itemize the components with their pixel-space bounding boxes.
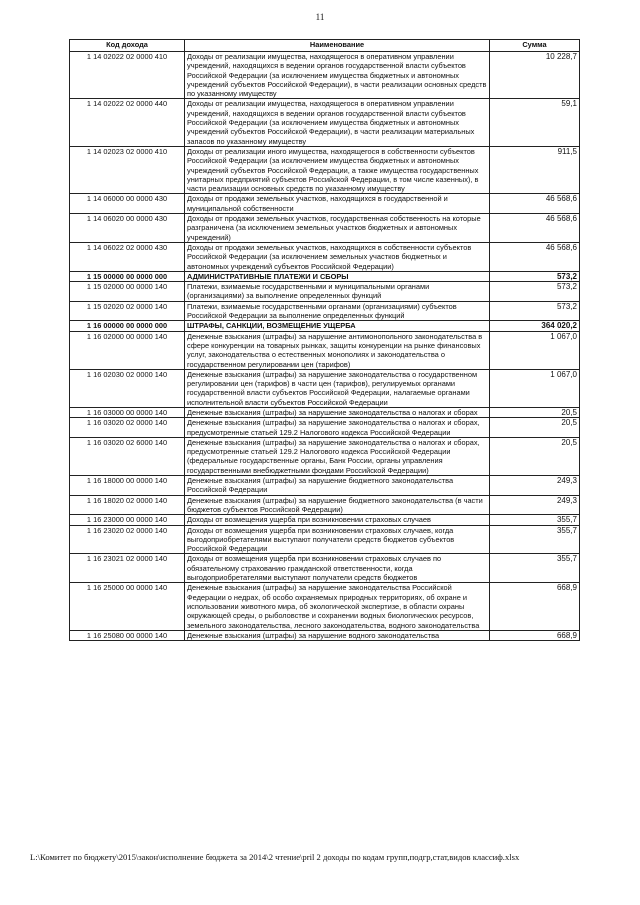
row-amount: 1 067,0 xyxy=(490,331,580,369)
row-code: 1 14 06020 00 0000 430 xyxy=(70,214,185,243)
row-name: Доходы от реализации имущества, находящегося в оперативном управлении учреждений, находящихся в ведении органов государственной власти субъектов Российской Федерации (за исключением имущества бюджетных и автономных учреждений субъектов Российской Федерации), в части реализации материальных запасов по указанному имуществу xyxy=(185,99,490,146)
row-amount: 249,3 xyxy=(490,495,580,515)
row-amount: 20,5 xyxy=(490,437,580,475)
row-amount: 249,3 xyxy=(490,476,580,496)
row-code: 1 14 02022 02 0000 440 xyxy=(70,99,185,146)
row-amount: 355,7 xyxy=(490,525,580,554)
table-row xyxy=(70,214,580,243)
row-amount: 911,5 xyxy=(490,146,580,193)
row-code: 1 16 03000 00 0000 140 xyxy=(70,407,185,417)
row-code: 1 16 02000 00 0000 140 xyxy=(70,331,185,369)
row-code: 1 16 02030 02 0000 140 xyxy=(70,369,185,407)
row-amount: 573,2 xyxy=(490,282,580,302)
row-name: Доходы от продажи земельных участков, государственная собственность на которые разграничена (за исключением земельных участков бюджетных и автономных учреждений) xyxy=(185,214,490,243)
table-row xyxy=(70,515,580,525)
table-row xyxy=(70,476,580,496)
file-path-footer: L:\Комитет по бюджету\2015\закон\исполнение бюджета за 2014\2 чтение\pril 2 доходы по кодам групп,подгр,стат,видов классиф.xlsx xyxy=(30,852,520,862)
table-row xyxy=(70,495,580,515)
header-name: Наименование xyxy=(185,40,490,52)
row-code: 1 14 06022 02 0000 430 xyxy=(70,242,185,271)
table-row xyxy=(70,554,580,583)
row-amount: 573,2 xyxy=(490,301,580,321)
row-amount: 20,5 xyxy=(490,407,580,417)
row-name: Денежные взыскания (штрафы) за нарушение антимонопольного законодательства в сфере конкуренции на товарных рынках, защиты конкуренции на рынке финансовых услуг, законодательства о естественных монополиях и законодательства о государственном регулировании цен (тарифов) xyxy=(185,331,490,369)
page-number: 11 xyxy=(315,12,325,22)
row-code: 1 16 03020 02 6000 140 xyxy=(70,437,185,475)
row-name: Денежные взыскания (штрафы) за нарушение водного законодательства xyxy=(185,630,490,640)
row-name: АДМИНИСТРАТИВНЫЕ ПЛАТЕЖИ И СБОРЫ xyxy=(185,271,490,281)
row-amount: 1 067,0 xyxy=(490,369,580,407)
row-amount: 46 568,6 xyxy=(490,242,580,271)
table-row xyxy=(70,146,580,193)
table-row xyxy=(70,99,580,146)
row-code: 1 14 02022 02 0000 410 xyxy=(70,52,185,99)
row-code: 1 16 23021 02 0000 140 xyxy=(70,554,185,583)
table-row xyxy=(70,52,580,99)
table-row xyxy=(70,242,580,271)
row-amount: 59,1 xyxy=(490,99,580,146)
table-row xyxy=(70,369,580,407)
row-name: ШТРАФЫ, САНКЦИИ, ВОЗМЕЩЕНИЕ УЩЕРБА xyxy=(185,321,490,331)
table-row xyxy=(70,321,580,331)
row-amount: 46 568,6 xyxy=(490,214,580,243)
table-row xyxy=(70,282,580,302)
row-name: Доходы от реализации имущества, находящегося в оперативном управлении учреждений, находящихся в ведении органов государственной власти субъектов Российской Федерации (за исключением имущества бюджетных и автономных учреждений субъектов Российской Федерации), в части реализации основных средств по указанному имуществу xyxy=(185,52,490,99)
row-amount: 355,7 xyxy=(490,515,580,525)
table-row xyxy=(70,194,580,214)
row-amount: 668,9 xyxy=(490,583,580,630)
row-code: 1 15 00000 00 0000 000 xyxy=(70,271,185,281)
row-code: 1 14 06000 00 0000 430 xyxy=(70,194,185,214)
row-amount: 364 020,2 xyxy=(490,321,580,331)
header-code: Код дохода xyxy=(70,40,185,52)
row-name: Доходы от возмещения ущерба при возникновении страховых случаев xyxy=(185,515,490,525)
row-name: Доходы от продажи земельных участков, находящихся в собственности субъектов Российской Федерации (за исключением земельных участков бюджетных и автономных учреждений субъектов Российской Федерации) xyxy=(185,242,490,271)
row-code: 1 16 03020 02 0000 140 xyxy=(70,418,185,438)
table-row xyxy=(70,331,580,369)
row-amount: 355,7 xyxy=(490,554,580,583)
table-body xyxy=(70,52,580,641)
row-code: 1 16 23020 02 0000 140 xyxy=(70,525,185,554)
row-name: Платежи, взимаемые государственными и муниципальными органами (организациями) за выполнение определенных функций xyxy=(185,282,490,302)
table-row xyxy=(70,583,580,630)
revenue-table xyxy=(69,39,580,641)
row-name: Денежные взыскания (штрафы) за нарушение бюджетного законодательства Российской Федерации xyxy=(185,476,490,496)
table-row xyxy=(70,525,580,554)
row-amount: 573,2 xyxy=(490,271,580,281)
row-name: Доходы от продажи земельных участков, находящихся в государственной и муниципальной собственности xyxy=(185,194,490,214)
row-code: 1 14 02023 02 0000 410 xyxy=(70,146,185,193)
row-code: 1 15 02020 02 0000 140 xyxy=(70,301,185,321)
row-amount: 46 568,6 xyxy=(490,194,580,214)
row-amount: 10 228,7 xyxy=(490,52,580,99)
row-name: Денежные взыскания (штрафы) за нарушение законодательства о налогах и сборах, предусмотренные статьей 129.2 Налогового кодекса Российской Федерации xyxy=(185,418,490,438)
row-code: 1 16 00000 00 0000 000 xyxy=(70,321,185,331)
row-name: Денежные взыскания (штрафы) за нарушение законодательства о налогах и сборах xyxy=(185,407,490,417)
row-code: 1 16 18000 00 0000 140 xyxy=(70,476,185,496)
row-code: 1 16 23000 00 0000 140 xyxy=(70,515,185,525)
table-row xyxy=(70,301,580,321)
row-code: 1 15 02000 00 0000 140 xyxy=(70,282,185,302)
row-name: Денежные взыскания (штрафы) за нарушение законодательства Российской Федерации о недрах, об особо охраняемых природных территориях, об охране и использовании животного мира, об экологической экспертизе, в области охраны окружающей среды, о рыболовстве и сохранении водных биологических ресурсов, земельного законодательства, лесного законодательства, водного законодательства xyxy=(185,583,490,630)
row-name: Доходы от реализации иного имущества, находящегося в собственности субъектов Российской Федерации (за исключением имущества бюджетных и автономных учреждений субъектов Российской Федерации, а также имущества государственных унитарных предприятий субъектов Российской Федерации, в том числе казенных), в части реализации основных средств по указанному имуществу xyxy=(185,146,490,193)
row-name: Денежные взыскания (штрафы) за нарушение бюджетного законодательства (в части бюджетов субъектов Российской Федерации) xyxy=(185,495,490,515)
row-code: 1 16 25000 00 0000 140 xyxy=(70,583,185,630)
row-code: 1 16 25080 00 0000 140 xyxy=(70,630,185,640)
row-amount: 20,5 xyxy=(490,418,580,438)
table-row xyxy=(70,407,580,417)
table-row xyxy=(70,630,580,640)
table-header-row xyxy=(70,40,580,52)
header-amount: Сумма xyxy=(490,40,580,52)
table-row xyxy=(70,418,580,438)
table-row xyxy=(70,437,580,475)
row-name: Доходы от возмещения ущерба при возникновении страховых случаев, когда выгодоприобретателями выступают получатели средств бюджетов субъектов Российской Федерации xyxy=(185,525,490,554)
row-code: 1 16 18020 02 0000 140 xyxy=(70,495,185,515)
row-name: Доходы от возмещения ущерба при возникновении страховых случаев по обязательному страхованию гражданской ответственности, когда выгодоприобретателями выступают получатели средств бюджетов xyxy=(185,554,490,583)
row-name: Денежные взыскания (штрафы) за нарушение законодательства о государственном регулировании цен (тарифов) в части цен (тарифов), регулируемых органами государственной власти субъектов Российской Федерации, налагаемые органами исполнительной власти субъектов Российской Федерации xyxy=(185,369,490,407)
row-name: Платежи, взимаемые государственными органами (организациями) субъектов Российской Федерации за выполнение определенных функций xyxy=(185,301,490,321)
row-amount: 668,9 xyxy=(490,630,580,640)
table-row xyxy=(70,271,580,281)
row-name: Денежные взыскания (штрафы) за нарушение законодательства о налогах и сборах, предусмотренные статьей 129.2 Налогового кодекса Российской Федерации (федеральные государственные органы, Банк России, органы управления государственными внебюджетными фондами Российской Федерации) xyxy=(185,437,490,475)
